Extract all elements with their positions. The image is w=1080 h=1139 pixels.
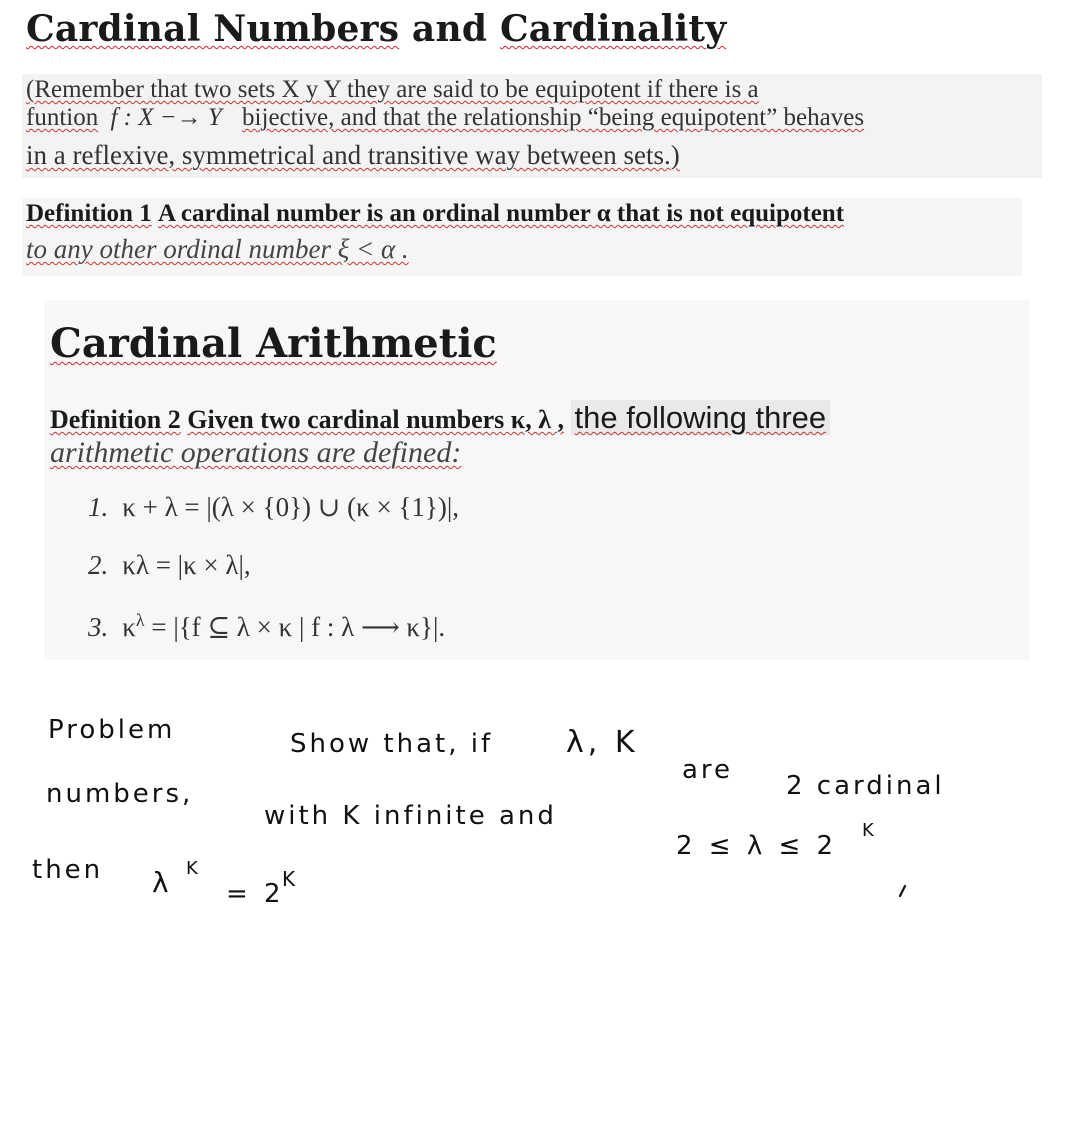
title-part-c: Cardinality [499, 8, 727, 50]
remember-line-2 [26, 104, 864, 132]
title-part-a: Cardinal Numbers [26, 8, 400, 50]
section-title-arithmetic: Cardinal Arithmetic [50, 320, 497, 367]
definition-2-label: Definition 2 [50, 405, 181, 434]
definition-1-line-1 [26, 200, 844, 228]
item-number: 3. [88, 612, 109, 642]
item-number: 2. [88, 550, 109, 580]
hw-lambda-kappa: λ, K [566, 725, 639, 760]
item-formula-rest: = |{f ⊆ λ × κ | f : λ ⟶ κ}|. [144, 612, 446, 642]
remember-line-3: in a reflexive, symmetrical and transitive way between sets.) [26, 140, 680, 170]
hw-2-cardinal: 2 cardinal [786, 771, 945, 801]
item-number: 1. [88, 492, 109, 522]
definition-1-label: Definition 1 [26, 200, 152, 227]
hw-comma [900, 886, 905, 896]
hw-problem: Problem [48, 715, 176, 745]
remember-line-1: (Remember that two sets X y Y they are said to be equipotent if there is a [26, 76, 759, 103]
hw-show-that: Show that, if [290, 729, 494, 759]
hw-numbers: numbers, [46, 779, 194, 809]
remember-map-formula: f : X −→ Y [110, 104, 222, 131]
definition-1-text: A cardinal number is an ordinal number α that is not equipotent [157, 200, 845, 227]
page-title [26, 8, 726, 50]
hw-with-kappa-infinite: with K infinite and [264, 801, 557, 831]
handwritten-line-3 [32, 855, 296, 909]
hw-two-exponent: K [282, 867, 296, 891]
hw-equals-two: = 2 [226, 879, 285, 909]
item-formula: κ + λ = |(λ × {0}) ∪ (κ × {1})|, [122, 492, 460, 522]
hw-inequality: 2 ≤ λ ≤ 2 [676, 831, 838, 861]
operation-power [88, 610, 445, 643]
remember-funtion: funtion [26, 104, 99, 131]
hw-inequality-exponent: K [862, 820, 874, 841]
item-formula-exponent: λ [135, 610, 145, 630]
definition-2-text: Given two cardinal numbers κ, λ , [187, 405, 565, 434]
definition-2-line-1 [50, 400, 830, 436]
definition-2-line-2: arithmetic operations are defined: [50, 436, 462, 469]
definition-1-line-2: to any other ordinal number ξ < α . [26, 234, 409, 264]
hw-are: are [682, 755, 734, 785]
remember-bijective: bijective, and that the relationship “being equipotent” behaves [242, 104, 865, 131]
operation-sum [88, 492, 459, 523]
hw-lambda: λ [152, 866, 169, 899]
hw-lambda-exponent: K [186, 858, 198, 879]
item-formula-base: κ [122, 612, 136, 642]
handwritten-line-2 [46, 779, 905, 896]
handwritten-problem [0, 690, 1080, 920]
hw-then: then [32, 855, 104, 885]
item-formula: κλ = |κ × λ|, [122, 550, 251, 580]
title-part-b: and [399, 8, 500, 50]
operation-product [88, 550, 251, 581]
definition-2-highlight: the following three [571, 400, 831, 435]
